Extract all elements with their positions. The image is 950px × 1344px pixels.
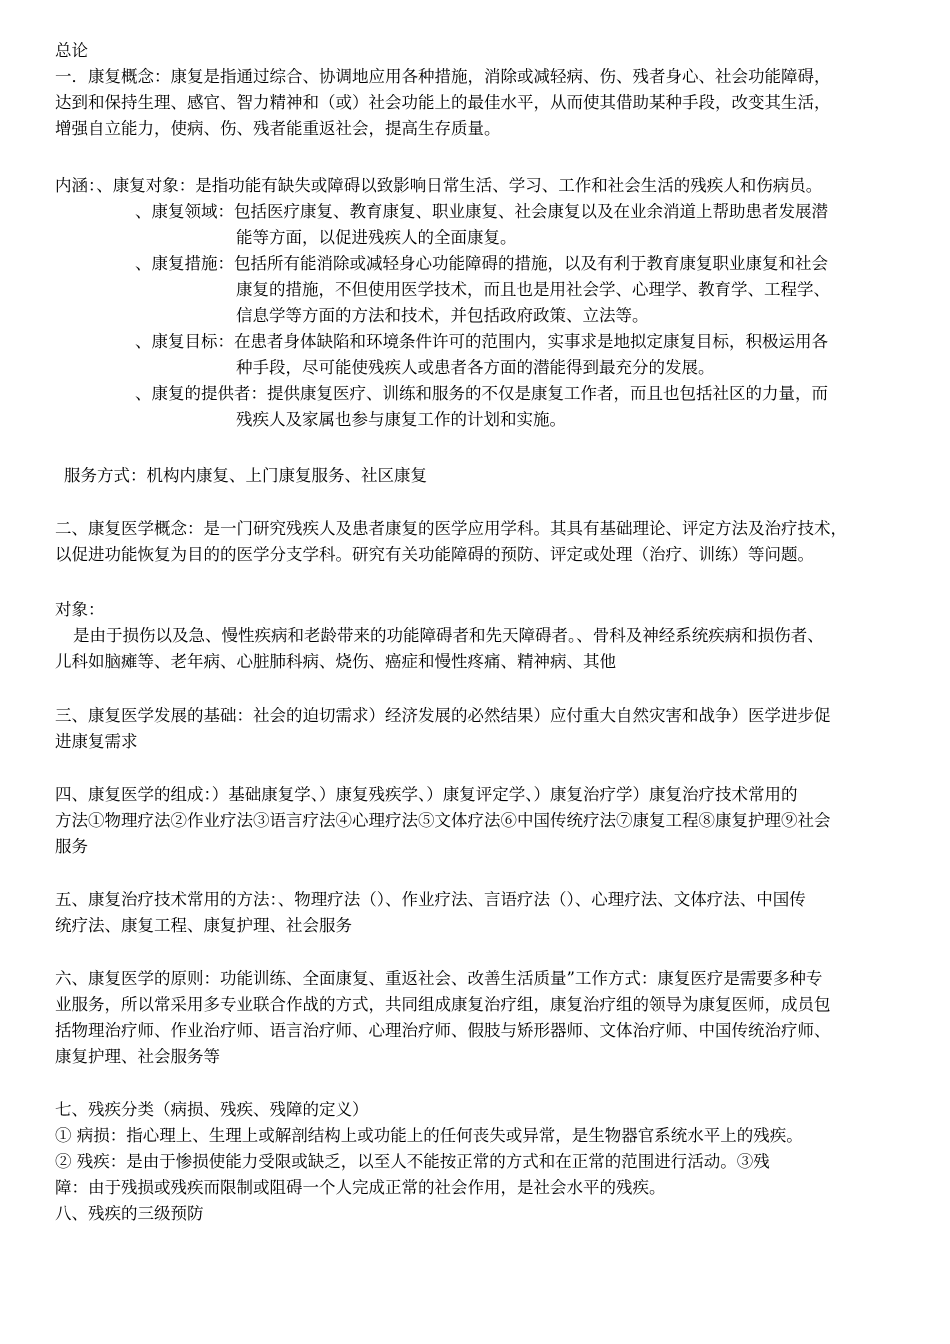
section-5-line-1: 五、康复治疗技术常用的方法：、物理疗法（）、作业疗法、言语疗法（）、心理疗法、文体疗法、中国传 [55, 890, 806, 909]
section-3-line-2: 进康复需求 [55, 732, 138, 751]
neihan-line-2: 、康复领域：包括医疗康复、教育康复、职业康复、社会康复以及在业余消道上帮助患者发展潜 [135, 202, 828, 221]
section-6-line-3: 括物理治疗师、作业治疗师、语言治疗师、心理治疗师、假肢与矫形器师、文体治疗师、中国传统治疗师、 [55, 1021, 831, 1040]
neihan-line-3: 能等方面，以促进残疾人的全面康复。 [236, 228, 517, 247]
section-6-line-1: 六、康复医学的原则：功能训练、全面康复、重返社会、改善生活质量”工作方式：康复医疗是需要多种专 [55, 969, 823, 988]
section-2-line-2: 以促进功能恢复为目的的医学分支学科。研究有关功能障碍的预防、评定或处理（治疗、训练）等问题。 [55, 545, 814, 564]
section-7-line-4: 障：由于残损或残疾而限制或阻碍一个人完成正常的社会作用，是社会水平的残疾。 [55, 1178, 666, 1197]
neihan-line-7: 、康复目标：在患者身体缺陷和环境条件许可的范围内，实事求是地拟定康复目标，积极运用各 [135, 332, 828, 351]
neihan-line-6: 信息学等方面的方法和技术，并包括政府政策、立法等。 [236, 306, 649, 325]
neihan-line-1: 内涵：、康复对象：是指功能有缺失或障碍以致影响日常生活、学习、工作和社会生活的残疾人和伤病员。 [55, 176, 823, 195]
section-4-line-2: 方法①物理疗法②作业疗法③语言疗法④心理疗法⑤文体疗法⑥中国传统疗法⑦康复工程⑧康复护理⑨社会 [55, 811, 831, 830]
section-1-line-1: 一．康复概念：康复是指通过综合、协调地应用各种措施，消除或减轻病、伤、残者身心、社会功能障碍， [55, 67, 831, 86]
service-line: 服务方式：机构内康复、上门康复服务、社区康复 [64, 466, 427, 485]
section-5-line-2: 统疗法、康复工程、康复护理、社会服务 [55, 916, 352, 935]
section-7-line-3: ② 残疾：是由于惨损使能力受限或缺乏，以至人不能按正常的方式和在正常的范围进行活动。③残 [55, 1152, 770, 1171]
section-1-line-2: 达到和保持生理、感官、智力精神和（或）社会功能上的最佳水平，从而使其借助某种手段，改变其生活， [55, 93, 831, 112]
section-8-line-1: 八、残疾的三级预防 [55, 1204, 204, 1223]
doc-title: 总论 [55, 41, 88, 60]
section-1-line-3: 增强自立能力，使病、伤、残者能重返社会，提高生存质量。 [55, 119, 501, 138]
neihan-line-8: 种手段，尽可能使残疾人或患者各方面的潜能得到最充分的发展。 [236, 358, 715, 377]
duixiang-label: 对象： [55, 600, 105, 619]
neihan-line-4: 、康复措施：包括所有能消除或减轻身心功能障碍的措施，以及有利于教育康复职业康复和社会 [135, 254, 828, 273]
section-7-line-1: 七、残疾分类（病损、残疾、残障的定义） [55, 1100, 369, 1119]
duixiang-line-2: 儿科如脑瘫等、老年病、心脏肺科病、烧伤、癌症和慢性疼痛、精神病、其他 [55, 652, 616, 671]
neihan-line-5: 康复的措施，不但使用医学技术，而且也是用社会学、心理学、教育学、工程学、 [236, 280, 830, 299]
section-6-line-4: 康复护理、社会服务等 [55, 1047, 220, 1066]
section-6-line-2: 业服务，所以常采用多专业联合作战的方式，共同组成康复治疗组，康复治疗组的领导为康复医师，成员包 [55, 995, 831, 1014]
section-2-line-1: 二、康复医学概念：是一门研究残疾人及患者康复的医学应用学科。其具有基础理论、评定方法及治疗技术， [55, 519, 847, 538]
neihan-line-9: 、康复的提供者：提供康复医疗、训练和服务的不仅是康复工作者，而且也包括社区的力量，而 [135, 384, 828, 403]
section-4-line-3: 服务 [55, 837, 88, 856]
duixiang-line-1: 是由于损伤以及急、慢性疾病和老龄带来的功能障碍者和先天障碍者。、骨科及神经系统疾病和损伤者、 [73, 626, 824, 645]
section-4-line-1: 四、康复医学的组成：）基础康复学、）康复残疾学、）康复评定学、）康复治疗学）康复治疗技术常用的 [55, 785, 798, 804]
neihan-line-10: 残疾人及家属也参与康复工作的计划和实施。 [236, 410, 566, 429]
section-7-line-2: ① 病损：指心理上、生理上或解剖结构上或功能上的任何丧失或异常，是生物器官系统水平上的残疾。 [55, 1126, 803, 1145]
section-3-line-1: 三、康复医学发展的基础：社会的迫切需求）经济发展的必然结果）应付重大自然灾害和战争）医学进步促 [55, 706, 831, 725]
